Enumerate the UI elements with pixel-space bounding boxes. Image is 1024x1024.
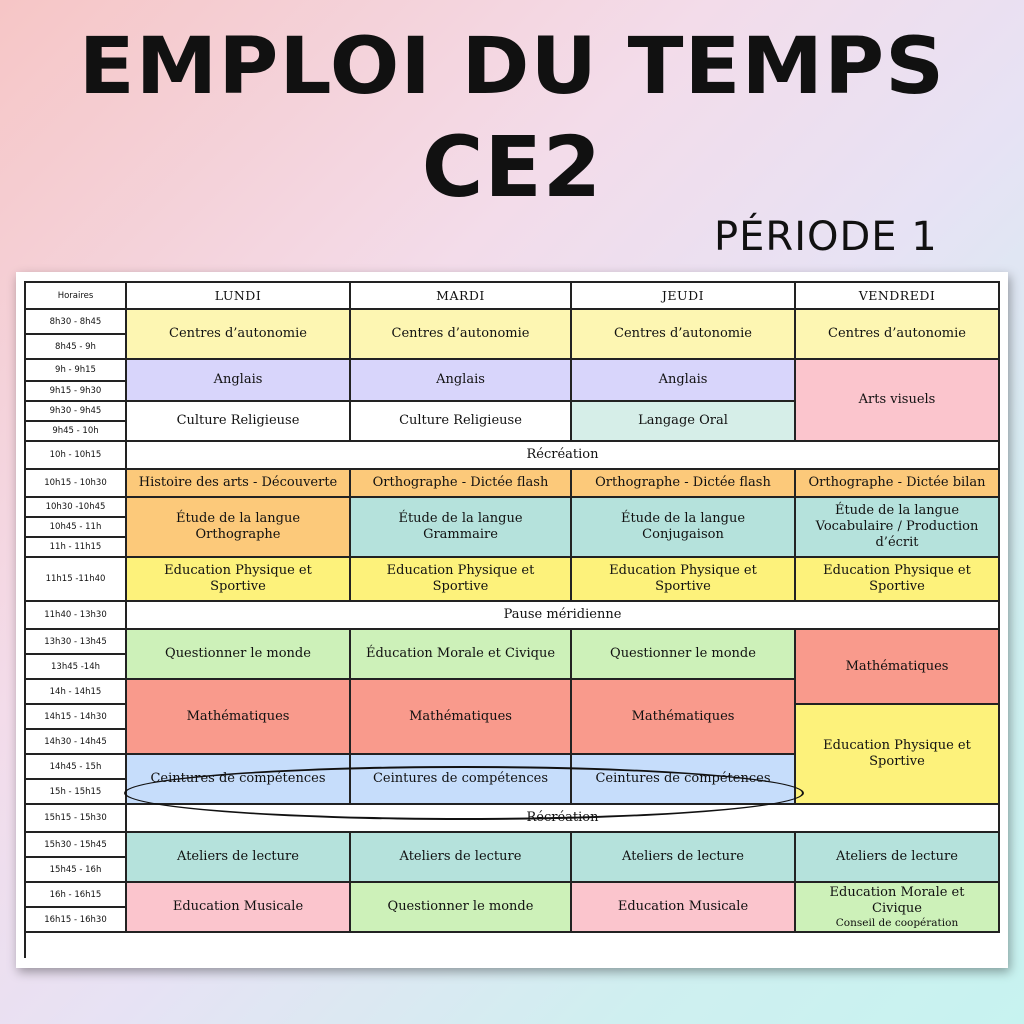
cell-line: Sportive (210, 579, 266, 594)
cell-jeudi-anglais: Anglais (572, 360, 796, 402)
time-slot: 15h - 15h15 (26, 780, 127, 805)
cell-recreation-morning: Récréation (127, 442, 1000, 470)
time-slot: 13h30 - 13h45 (26, 630, 127, 655)
time-slot: 8h30 - 8h45 (26, 310, 127, 335)
header-day-mardi: MARDI (351, 283, 572, 310)
time-slot: 11h40 - 13h30 (26, 602, 127, 630)
cell-mardi-dictee-flash: Orthographe - Dictée flash (351, 470, 572, 498)
cell-vendredi-emc-conseil (796, 883, 1000, 933)
cell-line: Education Physique et (823, 563, 971, 578)
cell-line: Education Physique et (386, 563, 535, 578)
time-slot: 14h - 14h15 (26, 680, 127, 705)
cell-lundi-eps (127, 558, 351, 602)
cell-jeudi-autonomie: Centres d’autonomie (572, 310, 796, 360)
time-slot: 10h45 - 11h (26, 518, 127, 538)
cell-line: Étude de la langue (620, 511, 746, 526)
cell-mardi-ateliers: Ateliers de lecture (351, 833, 572, 883)
header-horaires: Horaires (26, 283, 127, 310)
cell-lundi-etude-orthographe (127, 498, 351, 558)
cell-line: Education Physique et (823, 738, 971, 753)
cell-lundi-ceintures: Ceintures de compétences (127, 755, 351, 805)
cell-vendredi-ateliers: Ateliers de lecture (796, 833, 1000, 883)
cell-line: Education Physique et (609, 563, 757, 578)
time-slot: 15h30 - 15h45 (26, 833, 127, 858)
period-label: PÉRIODE 1 (714, 214, 938, 260)
cell-lundi-histoire-arts: Histoire des arts - Découverte (127, 470, 351, 498)
cell-line: Sportive (655, 579, 711, 594)
cell-recreation-afternoon: Récréation (127, 805, 1000, 833)
cell-line: Civique (872, 900, 922, 916)
cell-mardi-autonomie: Centres d’autonomie (351, 310, 572, 360)
cell-vendredi-dictee-bilan: Orthographe - Dictée bilan (796, 470, 1000, 498)
cell-jeudi-dictee-flash: Orthographe - Dictée flash (572, 470, 796, 498)
time-slot: 14h30 - 14h45 (26, 730, 127, 755)
time-slot: 9h - 9h15 (26, 360, 127, 382)
cell-lundi-autonomie: Centres d’autonomie (127, 310, 351, 360)
time-slot: 14h15 - 14h30 (26, 705, 127, 730)
time-slot: 16h15 - 16h30 (26, 908, 127, 933)
cell-mardi-culture-religieuse: Culture Religieuse (351, 402, 572, 442)
cell-pause-meridienne: Pause méridienne (127, 602, 1000, 630)
cell-mardi-eps (351, 558, 572, 602)
cell-lundi-ateliers: Ateliers de lecture (127, 833, 351, 883)
cell-lundi-maths: Mathématiques (127, 680, 351, 755)
cell-lundi-questionner: Questionner le monde (127, 630, 351, 680)
cell-jeudi-ceintures: Ceintures de compétences (572, 755, 796, 805)
cell-vendredi-autonomie: Centres d’autonomie (796, 310, 1000, 360)
time-slot: 15h45 - 16h (26, 858, 127, 883)
cell-line: Orthographe (195, 527, 281, 542)
time-slot: 11h15 -11h40 (26, 558, 127, 602)
cell-vendredi-arts-visuels: Arts visuels (796, 360, 1000, 442)
cell-mardi-questionner: Questionner le monde (351, 883, 572, 933)
cell-line: Vocabulaire / Production d’écrit (815, 519, 979, 550)
header-day-lundi: LUNDI (127, 283, 351, 310)
cell-line: Étude de la langue (834, 503, 960, 518)
cell-vendredi-maths: Mathématiques (796, 630, 1000, 705)
cell-jeudi-musicale: Education Musicale (572, 883, 796, 933)
cell-jeudi-questionner: Questionner le monde (572, 630, 796, 680)
cell-jeudi-langage-oral: Langage Oral (572, 402, 796, 442)
cell-lundi-anglais: Anglais (127, 360, 351, 402)
time-slot: 14h45 - 15h (26, 755, 127, 780)
header-day-jeudi: JEUDI (572, 283, 796, 310)
cell-line: Grammaire (423, 527, 498, 542)
time-slot: 10h - 10h15 (26, 442, 127, 470)
cell-mardi-emc: Éducation Morale et Civique (351, 630, 572, 680)
cell-line: Sportive (432, 579, 489, 594)
time-slot: 10h15 - 10h30 (26, 470, 127, 498)
time-slot: 9h15 - 9h30 (26, 382, 127, 402)
cell-jeudi-etude-conjugaison (572, 498, 796, 558)
time-slot: 9h45 - 10h (26, 422, 127, 442)
cell-mardi-anglais: Anglais (351, 360, 572, 402)
cell-lundi-culture-religieuse: Culture Religieuse (127, 402, 351, 442)
time-slot: 9h30 - 9h45 (26, 402, 127, 422)
class-title: CE2 (421, 118, 603, 216)
time-slot: 10h30 -10h45 (26, 498, 127, 518)
cell-line: Education Morale et (829, 884, 965, 900)
header-day-vendredi: VENDREDI (796, 283, 1000, 310)
time-slot: 16h - 16h15 (26, 883, 127, 908)
cell-line: Conjugaison (642, 527, 724, 542)
cell-jeudi-maths: Mathématiques (572, 680, 796, 755)
cell-line: Education Physique et (164, 563, 312, 578)
cell-vendredi-eps-morning (796, 558, 1000, 602)
cell-mardi-etude-grammaire (351, 498, 572, 558)
cell-mardi-ceintures: Ceintures de compétences (351, 755, 572, 805)
time-slot: 13h45 -14h (26, 655, 127, 680)
cell-subline: Conseil de coopération (835, 916, 959, 929)
time-slot: 15h15 - 15h30 (26, 805, 127, 833)
timetable-grid (24, 281, 1000, 958)
cell-jeudi-eps (572, 558, 796, 602)
cell-line: Sportive (869, 579, 925, 594)
cell-vendredi-eps-afternoon (796, 705, 1000, 805)
cell-jeudi-ateliers: Ateliers de lecture (572, 833, 796, 883)
cell-lundi-musicale: Education Musicale (127, 883, 351, 933)
cell-line: Étude de la langue (175, 511, 301, 526)
cell-line: Sportive (869, 754, 925, 769)
time-slot: 8h45 - 9h (26, 335, 127, 360)
time-slot: 11h - 11h15 (26, 538, 127, 558)
timetable-sheet (16, 272, 1008, 968)
cell-mardi-maths: Mathématiques (351, 680, 572, 755)
page-title: EMPLOI DU TEMPS (78, 22, 946, 112)
cell-line: Étude de la langue (398, 511, 523, 526)
cell-vendredi-etude-vocabulaire (796, 498, 1000, 558)
